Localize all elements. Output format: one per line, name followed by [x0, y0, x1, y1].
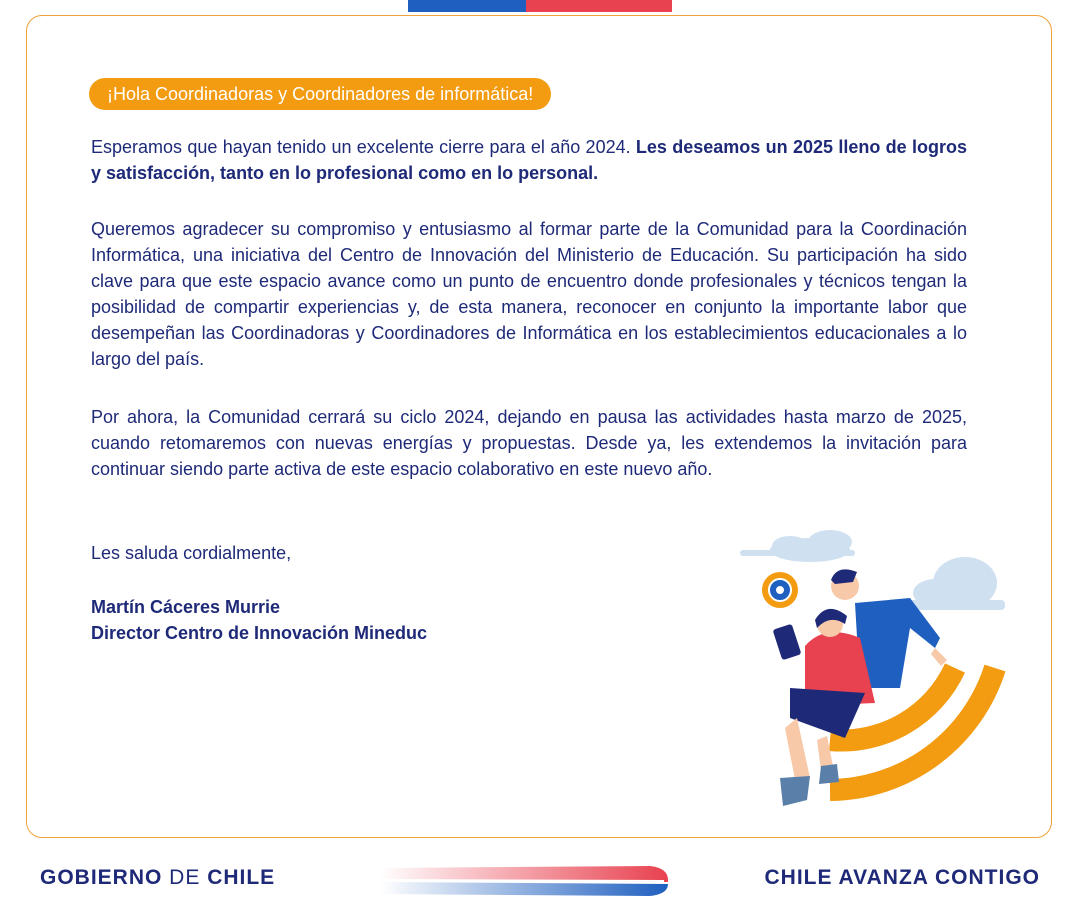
footer-gobierno-word: GOBIERNO [40, 866, 163, 889]
paragraph-intro [91, 134, 967, 186]
greeting-badge: ¡Hola Coordinadoras y Coordinadores de informática! [89, 78, 551, 110]
cloud-icon [740, 530, 855, 562]
footer-slogan: CHILE AVANZA CONTIGO [764, 866, 1040, 889]
footer-gobierno-logo [40, 866, 275, 890]
footer-de-word: DE [162, 866, 208, 889]
signature-block [91, 594, 427, 646]
signature-title: Director Centro de Innovación Mineduc [91, 623, 428, 643]
cloud-icon [905, 557, 1005, 610]
flag-swoosh-icon [380, 862, 670, 898]
intro-bold-text: Les deseamos un 2025 lleno de logros y satisfacción, tanto en lo profesional como en lo personal. [91, 137, 967, 183]
paragraph-closure: Por ahora, la Comunidad cerrará su ciclo 2024, dejando en pausa las actividades hasta marzo de 2025, cuando retomaremos con nuevas energías y propuestas. Desde ya, les extendemos la invitación para continuar siendo parte activa de este espacio colaborativo en este nuevo año. [91, 407, 967, 479]
paragraph-thanks: Queremos agradecer su compromiso y entusiasmo al formar parte de la Comunidad para la Coordinación Informática, una iniciativa del Centro de Innovación del Ministerio de Educación. Su participación ha sido clave para que este espacio avance como un punto de encuentro donde profesionales y técnicos tengan la posibilidad de compartir experiencias y, de esta manera, reconocer en conjunto la importante labor que desempeñan las Coordinadoras y Coordinadores de Informática en los establecimientos educacionales a lo largo del país. [91, 219, 967, 369]
flag-stripe-red [526, 0, 672, 12]
closing-line: Les saluda cordialmente, [91, 543, 292, 563]
footer-chile-word: CHILE [207, 866, 276, 889]
illustration [735, 528, 1015, 818]
intro-text: Esperamos que hayan tenido un excelente cierre para el año 2024. [91, 137, 636, 157]
ring-logo-icon [765, 575, 795, 605]
signature-name: Martín Cáceres Murrie [91, 597, 281, 617]
flag-stripe-blue [408, 0, 526, 12]
